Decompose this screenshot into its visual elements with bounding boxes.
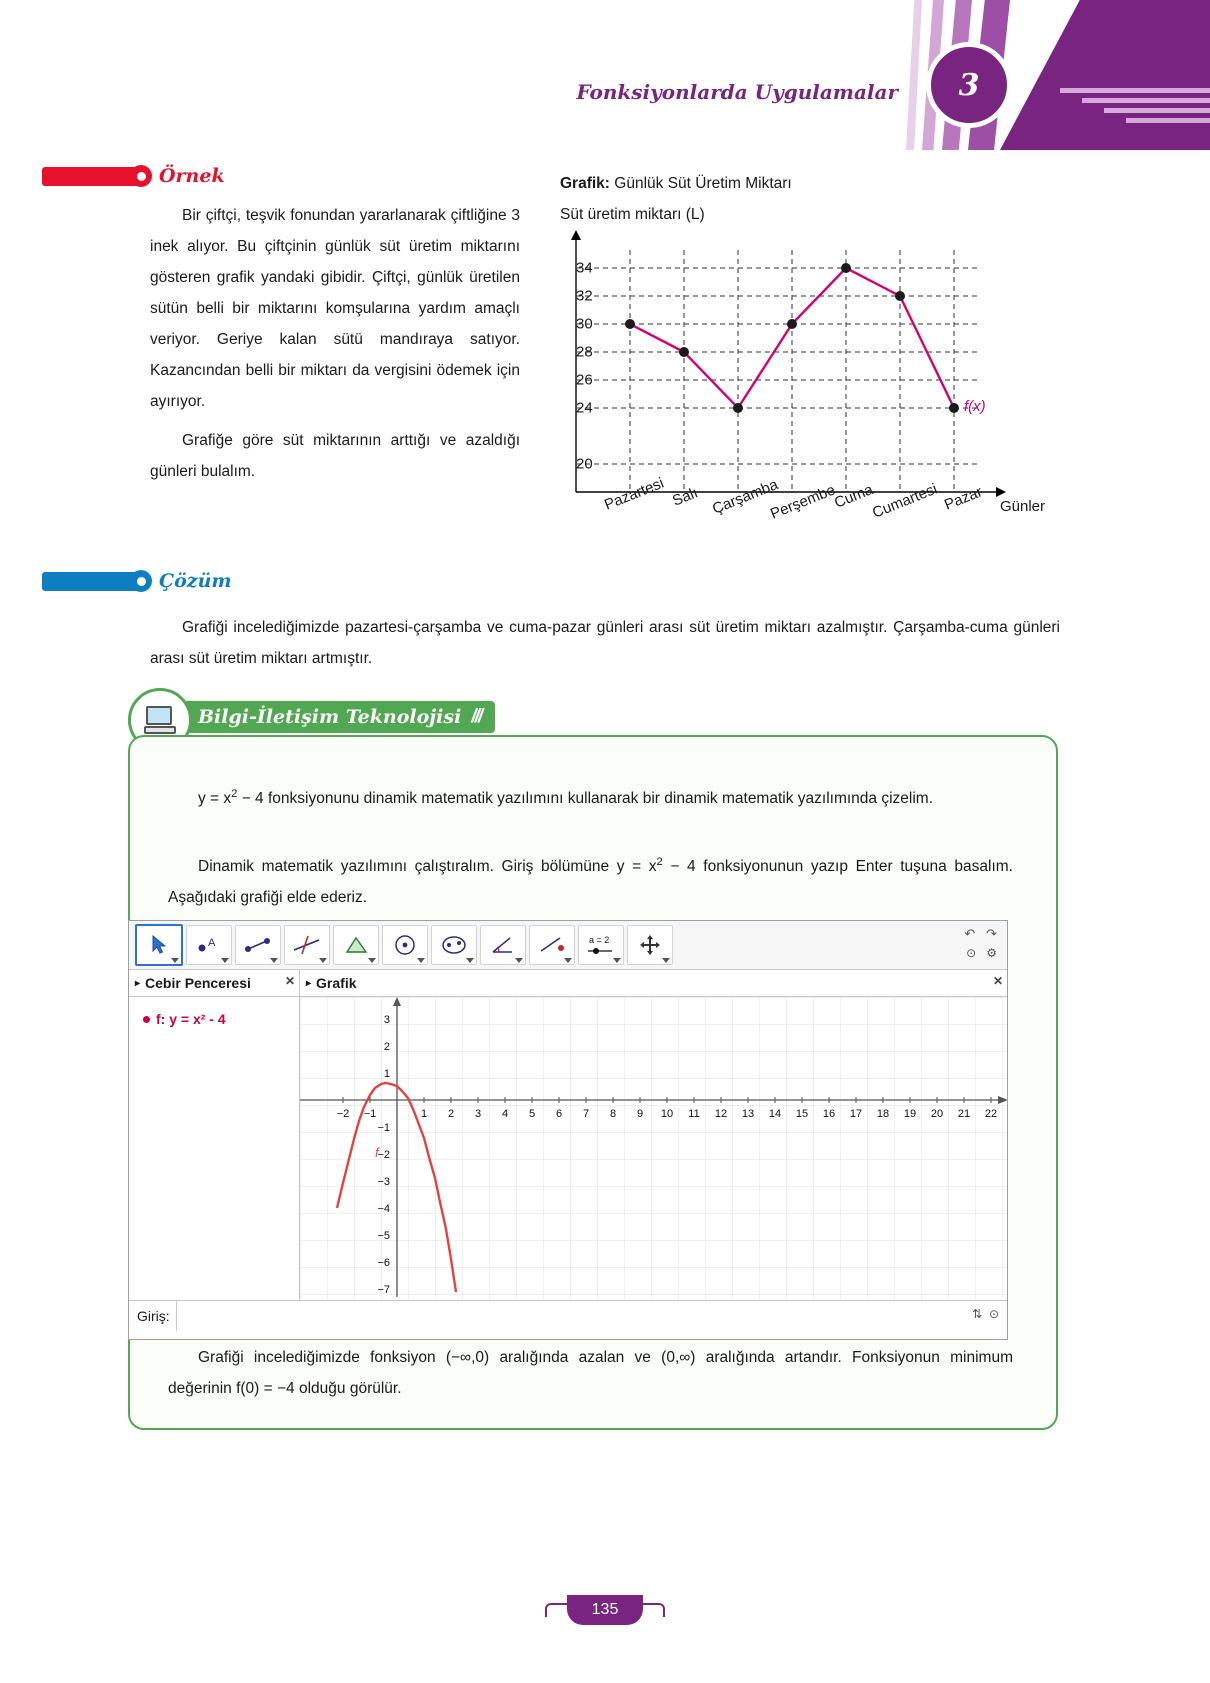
ornek-body xyxy=(150,200,520,487)
bilgi-paragraph-2 xyxy=(168,847,1013,913)
x-axis-title: Günler xyxy=(1000,498,1046,515)
chart-svg xyxy=(560,230,1030,530)
svg-text:13: 13 xyxy=(741,1108,755,1120)
svg-text:−2: −2 xyxy=(377,1149,390,1161)
svg-text:20: 20 xyxy=(930,1108,944,1120)
svg-text:8: 8 xyxy=(609,1108,617,1120)
bilgi-p2-exponent: 2 xyxy=(656,856,663,868)
tool-move-arrow[interactable] xyxy=(135,924,183,966)
x-label-carsamba: Çarşamba xyxy=(710,476,781,518)
algebra-panel-header[interactable] xyxy=(129,970,299,997)
tool-line[interactable] xyxy=(235,925,281,965)
chart-title xyxy=(560,175,1060,193)
svg-text:1: 1 xyxy=(420,1108,428,1120)
graphics-panel-header[interactable] xyxy=(300,970,1007,997)
tool-slider[interactable] xyxy=(578,925,624,965)
svg-text:16: 16 xyxy=(822,1108,836,1120)
svg-text:−5: −5 xyxy=(377,1230,390,1242)
milk-production-chart xyxy=(560,175,1060,565)
svg-text:−7: −7 xyxy=(377,1284,390,1296)
tool-polygon[interactable] xyxy=(333,925,379,965)
svg-text:21: 21 xyxy=(957,1108,971,1120)
ornek-paragraph-2: Grafiğe göre süt miktarının arttığı ve azaldığı günleri bulalım. xyxy=(150,432,520,480)
tool-point[interactable] xyxy=(186,925,232,965)
graphics-canvas[interactable] xyxy=(300,997,1007,1300)
svg-text:22: 22 xyxy=(984,1108,998,1120)
svg-text:2: 2 xyxy=(383,1041,390,1053)
help-settings-icons[interactable]: ⊙ ⚙ xyxy=(966,946,997,960)
svg-text:3: 3 xyxy=(474,1108,482,1120)
svg-text:−3: −3 xyxy=(377,1176,390,1188)
svg-text:4: 4 xyxy=(501,1108,509,1120)
x-label-cuma: Cuma xyxy=(832,481,876,512)
svg-text:19: 19 xyxy=(903,1108,917,1120)
svg-text:a = 2: a = 2 xyxy=(589,935,610,945)
graphics-panel[interactable] xyxy=(300,970,1007,1300)
svg-text:15: 15 xyxy=(795,1108,809,1120)
function-color-dot xyxy=(143,1016,150,1023)
input-help-icons[interactable]: ⇅ ⊙ xyxy=(972,1307,999,1321)
tool-angle[interactable] xyxy=(480,925,526,965)
svg-text:f: f xyxy=(375,1145,379,1160)
svg-text:−4: −4 xyxy=(377,1203,390,1215)
svg-text:1: 1 xyxy=(383,1068,390,1080)
chart-ylabel: Süt üretim miktarı (L) xyxy=(560,206,705,223)
bilgi-p2-a: Dinamik matematik yazılımını çalıştıralım. Giriş bölümüne y = x xyxy=(198,858,657,876)
svg-text:11: 11 xyxy=(688,1108,700,1120)
svg-text:7: 7 xyxy=(582,1108,590,1120)
chevron-right-icon: ▸ xyxy=(135,977,141,989)
svg-text:18: 18 xyxy=(876,1108,890,1120)
tool-move-graphics[interactable] xyxy=(627,925,673,965)
algebra-panel[interactable] xyxy=(129,970,300,1300)
chevron-right-icon-graphics: ▸ xyxy=(306,977,312,989)
equation-text: f: y = x² - 4 xyxy=(156,1011,226,1027)
bilgi-p1-rest: − 4 fonksiyonunu dinamik matematik yazılımını kullanarak bir dinamik matematik yazılımında çizelim. xyxy=(237,790,934,808)
chart-title-rest: Günlük Süt Üretim Miktarı xyxy=(614,175,792,192)
ornek-label: Örnek xyxy=(159,165,225,187)
chart-plot-area: 34 32 30 28 26 24 20 Pazartesi Salı Çarşamba Perşembe Cuma Cumartesi Pazar Günler f(x) xyxy=(560,230,1030,530)
svg-text:5: 5 xyxy=(528,1108,536,1120)
graphics-panel-title: Grafik xyxy=(316,975,357,991)
algebra-equation-row[interactable] xyxy=(129,997,299,1027)
cozum-body xyxy=(150,612,1060,674)
geogebra-window[interactable] xyxy=(128,920,1008,1340)
geogebra-input-bar[interactable] xyxy=(129,1300,1007,1331)
undo-redo-icons[interactable]: ↶ ↷ xyxy=(964,926,997,941)
svg-text:3: 3 xyxy=(383,1014,390,1026)
svg-text:2: 2 xyxy=(447,1108,455,1120)
chart-title-bold: Grafik: xyxy=(560,175,610,192)
unit-number-badge: 3 xyxy=(926,42,1012,128)
tool-perpendicular[interactable] xyxy=(284,925,330,965)
svg-text:14: 14 xyxy=(768,1108,782,1120)
svg-text:A: A xyxy=(208,937,216,949)
bilgi-tab xyxy=(128,700,495,734)
svg-text:6: 6 xyxy=(555,1108,563,1120)
bilgi-label: Bilgi-İletişim Teknolojisi xyxy=(198,706,462,728)
svg-text:−6: −6 xyxy=(377,1257,390,1269)
cozum-label: Çözüm xyxy=(159,570,232,592)
svg-text:−1: −1 xyxy=(377,1122,390,1134)
bilgi-p1-prefix: y = x xyxy=(198,790,232,808)
ornek-paragraph-1: Bir çiftçi, teşvik fonundan yararlanarak çiftliğine 3 inek alıyor. Bu çiftçinin günlük süt üretim miktarını gösteren grafik yandaki gibidir. Çiftçi, günlük üretilen sütün belli bir miktarını komşularına yardım amaçlı veriyor. Geriye kalan sütü mandıraya satıyor. Kazancından belli bir miktarı da vergisini ödemek için ayırıyor. xyxy=(150,207,520,410)
x-label-pazartesi: Pazartesi xyxy=(602,474,667,514)
svg-text:−2: −2 xyxy=(336,1108,350,1120)
svg-text:12: 12 xyxy=(714,1108,728,1120)
input-field[interactable] xyxy=(176,1301,1007,1331)
slashes-decoration: /// xyxy=(471,706,482,727)
x-label-persembe: Perşembe xyxy=(768,481,838,523)
bilgi-paragraph-3 xyxy=(168,1342,1013,1404)
close-icon-algebra[interactable]: ✕ xyxy=(284,974,295,988)
bilgi-p1-exponent: 2 xyxy=(231,788,238,800)
tool-conic[interactable] xyxy=(431,925,477,965)
x-label-pazar: Pazar xyxy=(942,483,985,514)
tool-circle[interactable] xyxy=(382,925,428,965)
bilgi-p2-b: − 4 fonksiyonunun yazıp Enter tuşuna basalım. Aşağıdaki grafiği elde ederiz. xyxy=(168,858,1013,907)
cozum-paragraph-1: Grafiği incelediğimizde pazartesi-çarşamba ve cuma-pazar günleri arası süt üretim miktarı azalmıştır. Çarşamba-cuma günleri arası süt üretim miktarı artmıştır. xyxy=(150,619,1060,667)
svg-text:10: 10 xyxy=(660,1108,674,1120)
close-icon-graphics[interactable]: ✕ xyxy=(992,974,1003,988)
svg-text:−1: −1 xyxy=(363,1108,377,1120)
svg-text:17: 17 xyxy=(849,1108,863,1120)
chapter-title: Fonksiyonlarda Uygulamalar xyxy=(576,80,898,104)
page-number xyxy=(545,1595,665,1625)
bilgi-paragraph-1 xyxy=(168,779,1013,814)
geogebra-toolbar[interactable] xyxy=(129,921,1007,970)
series-label: f(x) xyxy=(964,398,986,415)
bilgi-p3-text: Grafiği incelediğimizde fonksiyon (−∞,0) aralığında azalan ve (0,∞) aralığında artandır. Fonksiyonun minimum değerinin f(0) = −4 olduğu görülür. xyxy=(168,1349,1013,1397)
input-label: Giriş: xyxy=(137,1308,170,1324)
page-number-value: 135 xyxy=(567,1595,644,1625)
tool-reflect[interactable] xyxy=(529,925,575,965)
svg-text:9: 9 xyxy=(636,1108,644,1120)
cozum-section-tag xyxy=(42,570,232,592)
algebra-panel-title: Cebir Penceresi xyxy=(145,975,251,991)
ornek-section-tag xyxy=(42,165,225,187)
x-label-sali: Salı xyxy=(670,484,701,510)
x-label-cumartesi: Cumartesi xyxy=(870,480,940,522)
